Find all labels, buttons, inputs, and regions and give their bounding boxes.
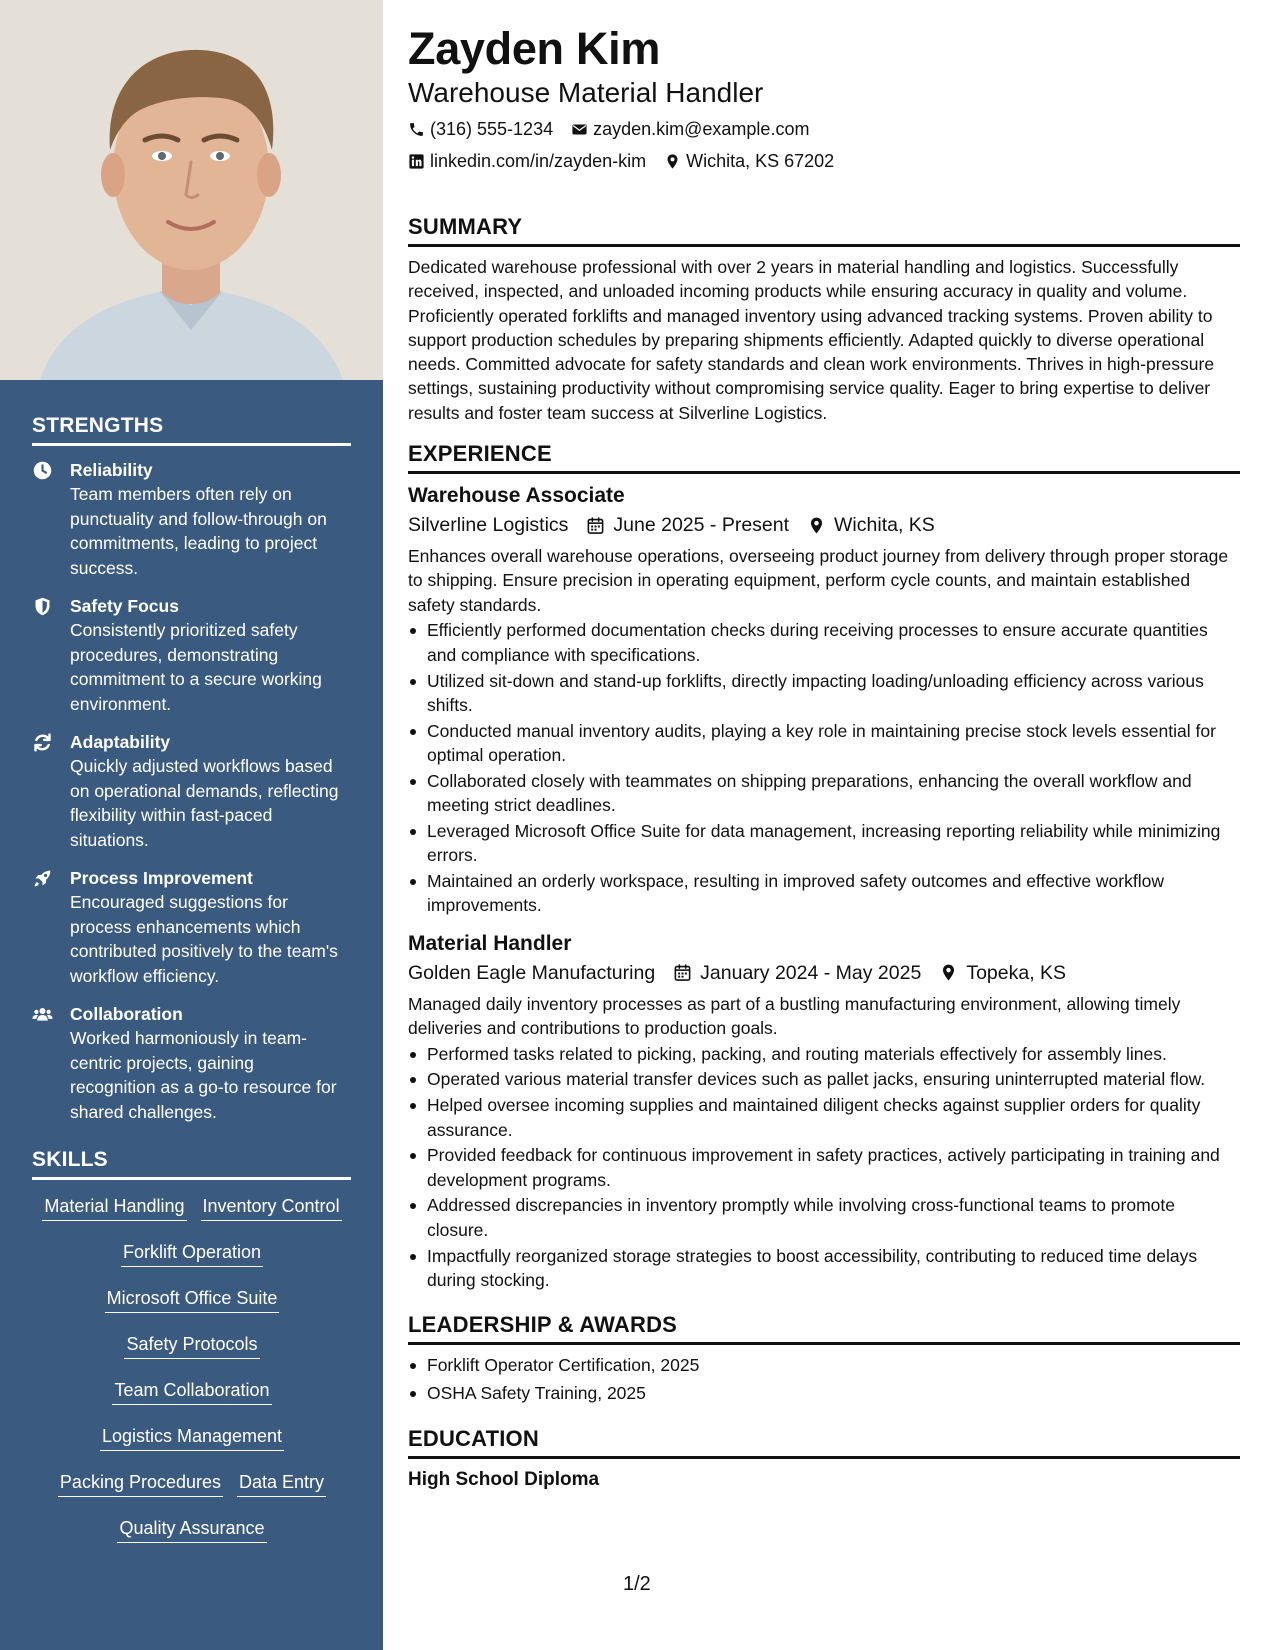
phone-contact[interactable] [408, 116, 553, 142]
skill-tag: Team Collaboration [112, 1378, 271, 1405]
map-pin-icon [807, 516, 826, 535]
linkedin-text: linkedin.com/in/zayden-kim [430, 151, 647, 171]
skill-tag: Logistics Management [100, 1424, 284, 1451]
skill-tag: Microsoft Office Suite [105, 1286, 280, 1313]
job-bullet: Impactfully reorganized storage strategies to boost accessibility, contributing to reduced time delays during stocking. [408, 1244, 1240, 1293]
skill-tag: Material Handling [42, 1194, 186, 1221]
strength-title: Reliability [70, 460, 153, 480]
strength-description: Team members often rely on punctuality and follow-through on commitments, leading to project success. [70, 484, 327, 578]
job-meta [408, 510, 1240, 540]
envelope-icon [571, 121, 588, 138]
map-pin-icon [939, 963, 958, 982]
job-title: Material Handler [408, 931, 572, 955]
strength-item [32, 866, 351, 988]
job-company: Silverline Logistics [408, 514, 569, 537]
skill-tag: Quality Assurance [117, 1516, 266, 1543]
job-dates [673, 958, 921, 988]
skill-tag: Inventory Control [201, 1194, 342, 1221]
strength-description: Consistently prioritized safety procedures, demonstrating commitment to a secure working environment. [70, 620, 322, 714]
strength-description: Quickly adjusted workflows based on operational demands, reflecting flexibility within fast-paced situations. [70, 756, 339, 850]
job-entry [408, 482, 1240, 917]
location-text: Wichita, KS 67202 [686, 151, 835, 171]
job-company: Golden Eagle Manufacturing [408, 961, 656, 984]
profile-photo [0, 0, 383, 380]
phone-icon [408, 121, 425, 138]
job-bullet: Helped oversee incoming supplies and maintained diligent checks against supplier orders for quality assurance. [408, 1093, 1240, 1142]
skill-tag: Data Entry [237, 1470, 326, 1497]
job-entry [408, 930, 1240, 1293]
users-icon [32, 1002, 70, 1124]
job-bullet: Operated various material transfer devices such as pallet jacks, ensuring uninterrupted material flow. [408, 1067, 1240, 1091]
job-bullet: Utilized sit-down and stand-up forklifts, directly impacting loading/unloading efficiency across various shifts. [408, 669, 1240, 718]
awards-list [408, 1353, 1240, 1406]
job-bullet: Addressed discrepancies in inventory promptly while involving cross-functional teams to promote closure. [408, 1193, 1240, 1242]
strength-title: Process Improvement [70, 868, 253, 888]
job-bullet: Provided feedback for continuous improvement in safety practices, actively participating in training and development programs. [408, 1143, 1240, 1192]
job-bullet: Performed tasks related to picking, packing, and routing materials effectively for assembly lines. [408, 1042, 1240, 1066]
job-description: Managed daily inventory processes as part of a bustling manufacturing environment, allowing timely deliveries and contributions to production goals. [408, 993, 1181, 1038]
award-item: OSHA Safety Training, 2025 [408, 1381, 1240, 1406]
award-item: Forklift Operator Certification, 2025 [408, 1353, 1240, 1378]
job-title: Warehouse Associate [408, 484, 625, 508]
education-degree: High School Diploma [408, 1469, 600, 1491]
calendar-icon [586, 516, 605, 535]
email-contact[interactable] [571, 116, 809, 142]
sync-icon [32, 730, 70, 852]
job-bullets [408, 1042, 1240, 1292]
main-content [408, 22, 1240, 1493]
job-meta [408, 958, 1240, 988]
leadership-heading: LEADERSHIP & AWARDS [408, 1312, 1240, 1345]
sidebar [0, 0, 383, 1650]
profile-photo-illustration [0, 0, 383, 380]
strength-item [32, 730, 351, 852]
linkedin-icon [408, 153, 425, 170]
job-bullet: Leveraged Microsoft Office Suite for data management, increasing reporting reliability while minimizing errors. [408, 819, 1240, 868]
page-number: 1/2 [623, 1573, 651, 1595]
job-bullet: Efficiently performed documentation checks during receiving processes to ensure accurate quantities and compliance with specifications. [408, 618, 1240, 667]
summary-text: Dedicated warehouse professional with over 2 years in material handling and logistics. Successfully received, inspected, and unloaded incoming products while ensuring accuracy in quality and volume. Proficiently operated forklifts and managed inventory using advanced tracking systems. Proven ability to support production schedules by preparing shipments efficiently. Adapted quickly to diverse operational needs. Committed advocate for safety standards and clean work environments. Thrives in high-pressure settings, sustaining productivity without compromising service quality. Eager to bring expertise to deliver results and foster team success at Silverline Logistics. [408, 257, 1215, 423]
strength-description: Encouraged suggestions for process enhancements which contributed positively to the team's workflow efficiency. [70, 892, 338, 986]
experience-heading: EXPERIENCE [408, 441, 1240, 474]
contact-row [408, 116, 1240, 142]
skills-heading: SKILLS [32, 1148, 351, 1180]
location-contact [664, 148, 834, 174]
skill-tag: Packing Procedures [58, 1470, 223, 1497]
candidate-name: Zayden Kim [408, 23, 661, 74]
email-text: zayden.kim@example.com [593, 119, 810, 139]
calendar-icon [673, 963, 692, 982]
job-bullet: Conducted manual inventory audits, playing a key role in maintaining precise stock levels essential for optimal operation. [408, 719, 1240, 768]
candidate-title: Warehouse Material Handler [408, 77, 764, 108]
clock-icon [32, 458, 70, 580]
job-dates-text: June 2025 - Present [613, 514, 790, 537]
strength-description: Worked harmoniously in team-centric projects, gaining recognition as a go-to resource for shared challenges. [70, 1028, 337, 1122]
summary-heading: SUMMARY [408, 214, 1240, 247]
job-location-text: Topeka, KS [966, 961, 1067, 984]
strength-item [32, 458, 351, 580]
job-location [939, 958, 1066, 988]
strength-title: Collaboration [70, 1004, 183, 1024]
skill-tag: Forklift Operation [121, 1240, 263, 1267]
job-bullets [408, 618, 1240, 917]
strength-item [32, 1002, 351, 1124]
contact-row [408, 148, 1240, 174]
job-location-text: Wichita, KS [834, 514, 935, 537]
rocket-icon [32, 866, 70, 988]
shield-icon [32, 594, 70, 716]
strength-title: Safety Focus [70, 596, 179, 616]
job-bullet: Collaborated closely with teammates on shipping preparations, enhancing the overall workflow and meeting strict deadlines. [408, 769, 1240, 818]
strengths-heading: STRENGTHS [32, 414, 351, 446]
skill-tag: Safety Protocols [124, 1332, 259, 1359]
job-location [807, 510, 935, 540]
job-description: Enhances overall warehouse operations, overseeing product journey from delivery through proper storage to shipping. Ensure precision in operating equipment, perform cycle counts, and maintain established safety standards. [408, 546, 1229, 615]
strength-title: Adaptability [70, 732, 171, 752]
job-bullet: Maintained an orderly workspace, resulting in improved safety outcomes and effective workflow improvements. [408, 869, 1240, 918]
sidebar-content [0, 380, 383, 1562]
map-pin-icon [664, 153, 681, 170]
linkedin-contact[interactable] [408, 148, 646, 174]
strength-item [32, 594, 351, 716]
phone-text: (316) 555-1234 [430, 119, 554, 139]
job-dates [586, 510, 789, 540]
education-heading: EDUCATION [408, 1426, 1240, 1459]
job-dates-text: January 2024 - May 2025 [700, 961, 922, 984]
skills-list [32, 1194, 352, 1562]
